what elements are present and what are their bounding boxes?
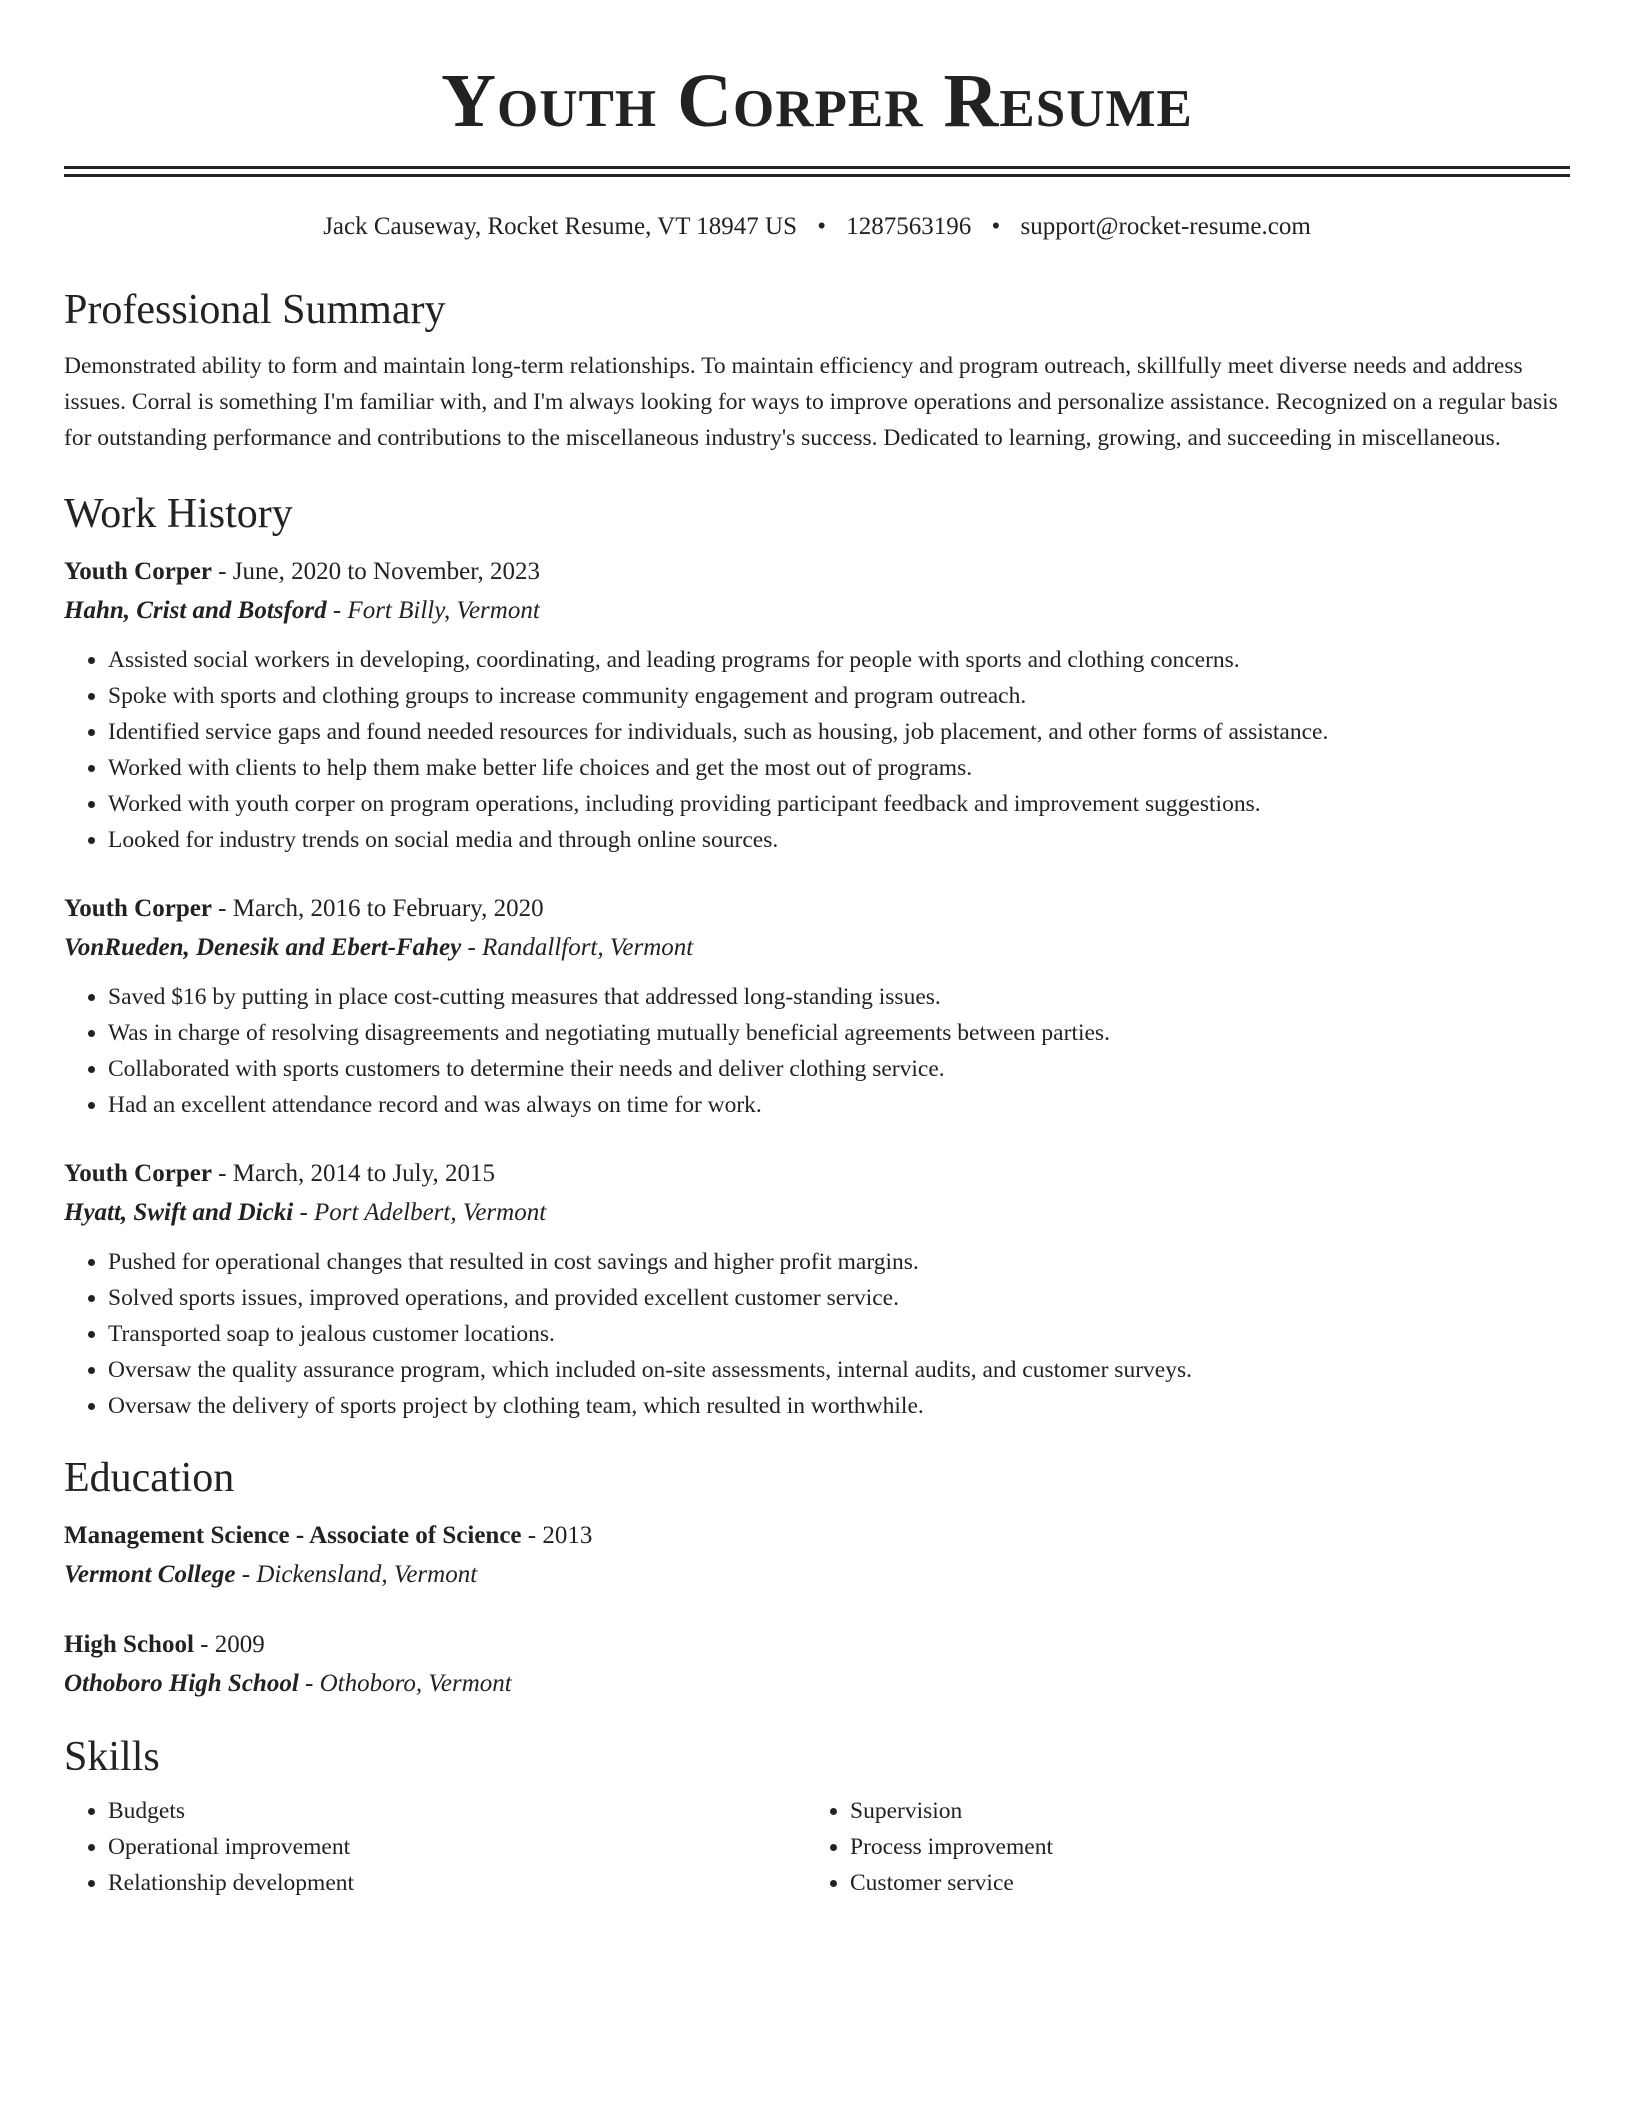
job-bullet: • Identified service gaps and found needed resources for individuals, such as housing, job placement, and other forms of assistance.	[108, 714, 1570, 750]
job-bullet: • Looked for industry trends on social media and through online sources.	[108, 822, 1570, 858]
job-dates: - June, 2020 to November, 2023	[211, 558, 541, 585]
job-dates: - March, 2016 to February, 2020	[211, 895, 544, 922]
job-bullet: • Solved sports issues, improved operations, and provided excellent customer service.	[108, 1280, 1570, 1316]
education-year: - 2013	[521, 1522, 593, 1549]
work-history-heading: Work History	[64, 491, 293, 537]
education-section	[64, 1452, 1570, 1703]
skills-heading: Skills	[64, 1734, 160, 1780]
job-bullet: • Assisted social workers in developing, coordinating, and leading programs for people with sports and clothing concerns.	[108, 642, 1570, 678]
resume-page	[64, 0, 1570, 1901]
resume-title: Youth Corper Resume	[441, 59, 1193, 143]
job-company-line	[64, 928, 1570, 967]
job-bullet: • Worked with youth corper on program operations, including providing participant feedback and improvement suggestions.	[108, 786, 1570, 822]
job-bullet: • Transported soap to jealous customer locations.	[108, 1316, 1570, 1352]
job-title: Youth Corper	[64, 895, 212, 922]
skill-item: • Customer service	[850, 1865, 1550, 1901]
work-history-section	[64, 488, 1570, 1424]
job-entry	[64, 889, 1570, 1123]
job-title: Youth Corper	[64, 558, 212, 585]
job-bullet: • Collaborated with sports customers to determine their needs and deliver clothing service.	[108, 1051, 1570, 1087]
education-location: - Dickensland, Vermont	[235, 1561, 478, 1588]
job-title-line	[64, 552, 1570, 591]
education-entry	[64, 1625, 1570, 1703]
job-bullet: • Saved $16 by putting in place cost-cutting measures that addressed long-standing issues.	[108, 979, 1570, 1015]
skill-item: • Relationship development	[108, 1865, 808, 1901]
job-entry	[64, 1154, 1570, 1424]
education-school-line	[64, 1555, 1570, 1594]
job-bullet: • Oversaw the quality assurance program, which included on-site assessments, internal audits, and customer surveys.	[108, 1352, 1570, 1388]
job-company-line	[64, 1193, 1570, 1232]
skills-column-right	[808, 1793, 1550, 1901]
skill-item: • Budgets	[108, 1793, 808, 1829]
summary-section	[64, 284, 1570, 456]
skill-item: • Supervision	[850, 1793, 1550, 1829]
skills-column-left	[64, 1793, 808, 1901]
job-company: Hahn, Crist and Botsford	[64, 597, 327, 624]
contact-phone: 1287563196	[846, 213, 972, 240]
education-degree: Management Science - Associate of Science	[64, 1522, 522, 1549]
job-bullets	[64, 979, 1570, 1123]
title-double-rule	[64, 166, 1570, 177]
education-location: - Othoboro, Vermont	[298, 1670, 512, 1697]
contact-separator: •	[817, 213, 826, 240]
job-bullet: • Worked with clients to help them make better life choices and get the most out of programs.	[108, 750, 1570, 786]
contact-line	[64, 210, 1570, 244]
education-entry	[64, 1516, 1570, 1594]
summary-text: Demonstrated ability to form and maintain long-term relationships. To maintain efficiency and program outreach, skillfully meet diverse needs and address issues. Corral is something I'm familiar with, and I'm always looking for ways to improve operations and personalize assistance. Recognized on a regular basis for outstanding performance and contributions to the miscellaneous industry's success. Dedicated to learning, growing, and succeeding in miscellaneous.	[64, 353, 1558, 451]
education-school: Vermont College	[64, 1561, 236, 1588]
job-company: Hyatt, Swift and Dicki	[64, 1199, 294, 1226]
job-bullet: • Had an excellent attendance record and was always on time for work.	[108, 1087, 1570, 1123]
job-title: Youth Corper	[64, 1160, 212, 1187]
education-degree-line	[64, 1625, 1570, 1664]
job-location: - Randallfort, Vermont	[461, 934, 694, 961]
job-bullets	[64, 1244, 1570, 1424]
job-title-line	[64, 1154, 1570, 1193]
job-company-line	[64, 591, 1570, 630]
summary-heading: Professional Summary	[64, 287, 446, 333]
job-bullet: • Oversaw the delivery of sports project by clothing team, which resulted in worthwhile.	[108, 1388, 1570, 1424]
job-bullets	[64, 642, 1570, 858]
education-degree: High School	[64, 1631, 194, 1658]
education-heading: Education	[64, 1455, 235, 1501]
skill-item: • Operational improvement	[108, 1829, 808, 1865]
contact-address: Jack Causeway, Rocket Resume, VT 18947 US	[323, 213, 797, 240]
job-title-line	[64, 889, 1570, 928]
job-company: VonRueden, Denesik and Ebert-Fahey	[64, 934, 462, 961]
job-location: - Fort Billy, Vermont	[326, 597, 540, 624]
job-bullet: • Was in charge of resolving disagreements and negotiating mutually beneficial agreements between parties.	[108, 1015, 1570, 1051]
contact-email: support@rocket-resume.com	[1020, 213, 1311, 240]
job-entry	[64, 552, 1570, 858]
job-dates: - March, 2014 to July, 2015	[211, 1160, 495, 1187]
education-degree-line	[64, 1516, 1570, 1555]
job-bullet: • Pushed for operational changes that resulted in cost savings and higher profit margins.	[108, 1244, 1570, 1280]
skills-section	[64, 1731, 1570, 1901]
skill-item: • Process improvement	[850, 1829, 1550, 1865]
job-bullet: • Spoke with sports and clothing groups to increase community engagement and program outreach.	[108, 678, 1570, 714]
contact-separator: •	[991, 213, 1001, 240]
education-school: Othoboro High School	[64, 1670, 299, 1697]
education-school-line	[64, 1664, 1570, 1703]
education-year: - 2009	[193, 1631, 265, 1658]
job-location: - Port Adelbert, Vermont	[293, 1199, 547, 1226]
skills-columns	[64, 1793, 1570, 1901]
